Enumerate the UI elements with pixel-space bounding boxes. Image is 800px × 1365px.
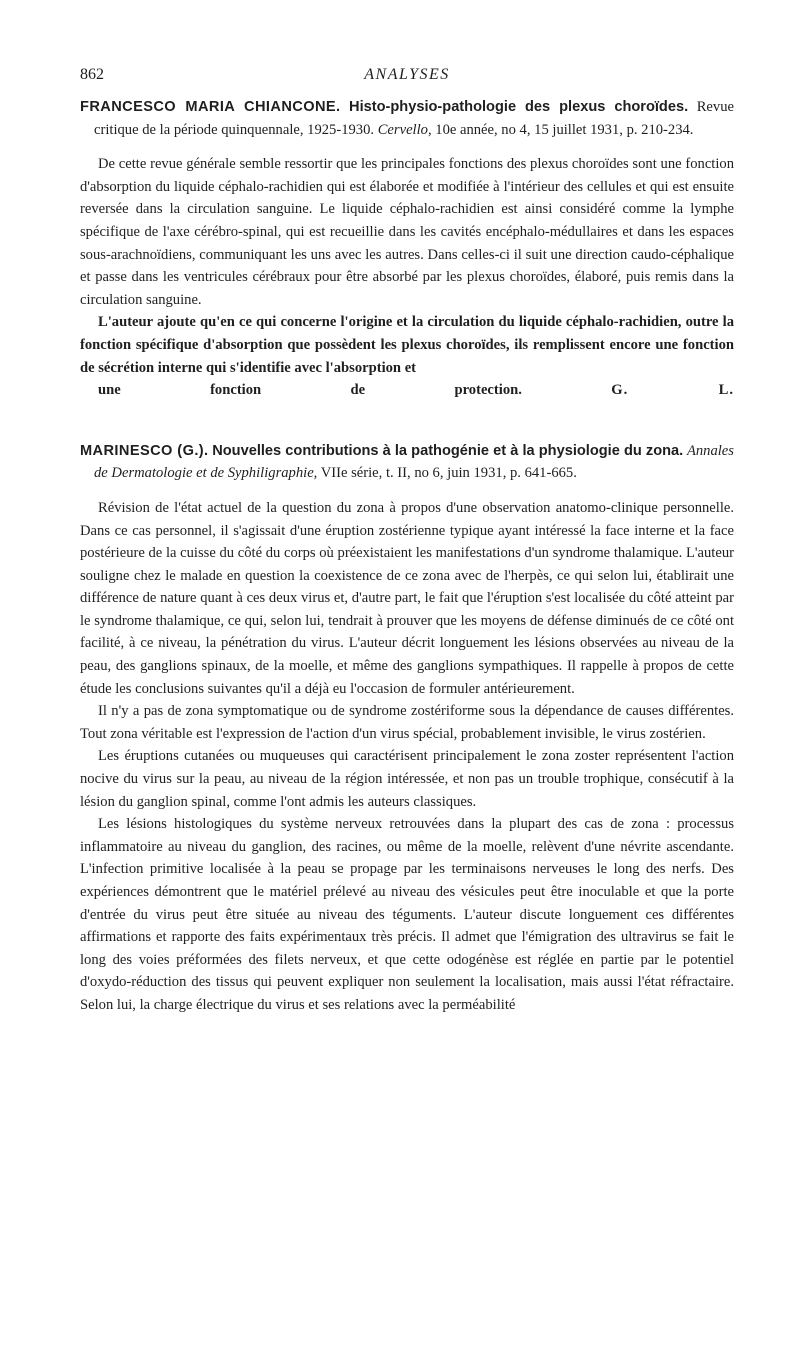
review-paragraph: De cette revue générale semble ressortir que les principales fonctions des plexus choroïdes sont une fonction d'absorption du liquide céphalo-rachidien qui est élaborée et modifiée à l'intérieur des cellules et qui est ensuite reversée dans la circulation sanguine. Le liquide céphalo-rachidien est ainsi considéré comme la lymphe spécifique de l'axe cérébro-spinal, qui est recueillie dans les cavités encéphalo-médullaires et dans les espaces sous-arachnoïdiens, communiquant les uns avec les autres. Dans celles-ci il suit une direction caudo-céphalique et passe dans les ventricules cérébraux pour être absorbé par les plexus choroïdes, élaboré, puis remis dans la circulation sanguine. (80, 156, 734, 308)
page (80, 66, 734, 1325)
review-paragraph: L'auteur ajoute qu'en ce qui concerne l'origine et la circulation du liquide céphalo-rachidien, outre la fonction spécifique d'absorption que possèdent les plexus choroïdes, ils remplissent encore une fonction de sécrétion interne qui s'identifie avec l'absorption et (80, 314, 734, 376)
section-title: ANALYSES (364, 66, 450, 83)
reviewer-signature: G. L. (611, 382, 735, 399)
running-head (80, 66, 734, 96)
review-author: MARINESCO (G.). (80, 442, 209, 459)
review-paragraph: Les éruptions cutanées ou muqueuses qui caractérisent principalement le zona zoster représentent l'action nocive du virus sur la peau, au niveau de la région intéressée, et non pas un trouble trophique, consécutif à la lésion du ganglion spinal, comme l'ont admis les auteurs classiques. (80, 748, 734, 810)
review-paragraph: Il n'y a pas de zona symptomatique ou de syndrome zostériforme sous la dépendance de causes différentes. Tout zona véritable est l'expression de l'action d'un virus spécial, probablement invisible, le virus zostérien. (80, 703, 734, 742)
page-number: 862 (80, 66, 104, 83)
review-chiancone (80, 96, 734, 402)
review-source: Revue critique de la période quinquennale, 1925-1930. (94, 99, 734, 138)
review-marinesco (80, 440, 734, 1017)
review-paragraph: Les lésions histologiques du système nerveux retrouvées dans la plupart des cas de zona : processus inflammatoire au niveau du ganglion, des racines, ou même de la moelle, relèvent d'une névrite ascendante. L'infection primitive localisée à la peau se propage par les terminaisons nerveuses le long des nerfs. Des expériences démontrent que le matériel prélevé au niveau des vésicules peut être inoculable et que la porte d'entrée du virus peut être située au niveau des téguments. L'auteur discute longuement ces différentes affirmations et rapporte des faits expérimentaux très précis. Il admet que l'émigration des ultravirus se fait le long des voies préformées des filets nerveux, et que cette odogénèse est réglée en partie par le potentiel d'oxydo-réduction des tissus qui peuvent expliquer non seulement la localisation, mais aussi l'état réfractaire. Selon lui, la charge électrique du virus et ses relations avec la perméabilité (80, 816, 734, 1013)
review-journal: Annales de Dermatologie et de Syphiligraphie, (94, 442, 734, 482)
review-source-details: VIIe série, t. II, no 6, juin 1931, p. 641-665. (320, 465, 577, 482)
review-citation (80, 440, 734, 485)
review-paragraph: Révision de l'état actuel de la question du zona à propos d'une observation anatomo-clinique personnelle. Dans ce cas personnel, il s'agissait d'une éruption zostérienne typique ayant intéressé la face interne et la face postérieure de la cuisse du côté du corps où préexistaient les manifestations d'un syndrome thalamique. L'auteur souligne chez le malade en question la coexistence de ce zona avec de l'herpès, ce qui selon lui, établirait une différence de nature quant à ces deux virus et, d'autre part, le fait que l'éruption s'est localisée du côté atteint par le syndrome thalamique, ce qui, selon lui, tendrait à prouver que les moyens de défense diminués de ce côté ont facilité, à ce niveau, la pénétration du virus. L'auteur décrit longuement les lésions observées au niveau de la peau, des ganglions spinaux, de la moelle, et même des ganglions sympathiques. Il rappelle à propos de cette étude les conclusions suivantes qu'il a déjà eu l'occasion de formuler antérieurement. (80, 499, 734, 697)
review-journal: Cervello, (377, 121, 432, 138)
review-closing-line (80, 379, 734, 402)
review-citation (80, 96, 734, 141)
review-title: Nouvelles contributions à la pathogénie et à la physiologie du zona. (212, 442, 684, 459)
review-source-details: 10e année, no 4, 15 juillet 1931, p. 210-234. (435, 121, 694, 138)
review-closing-text: une fonction de protection. (98, 382, 522, 399)
review-title: Histo-physio-pathologie des plexus choroïdes. (349, 99, 689, 115)
review-author: FRANCESCO MARIA CHIANCONE. (80, 99, 341, 115)
